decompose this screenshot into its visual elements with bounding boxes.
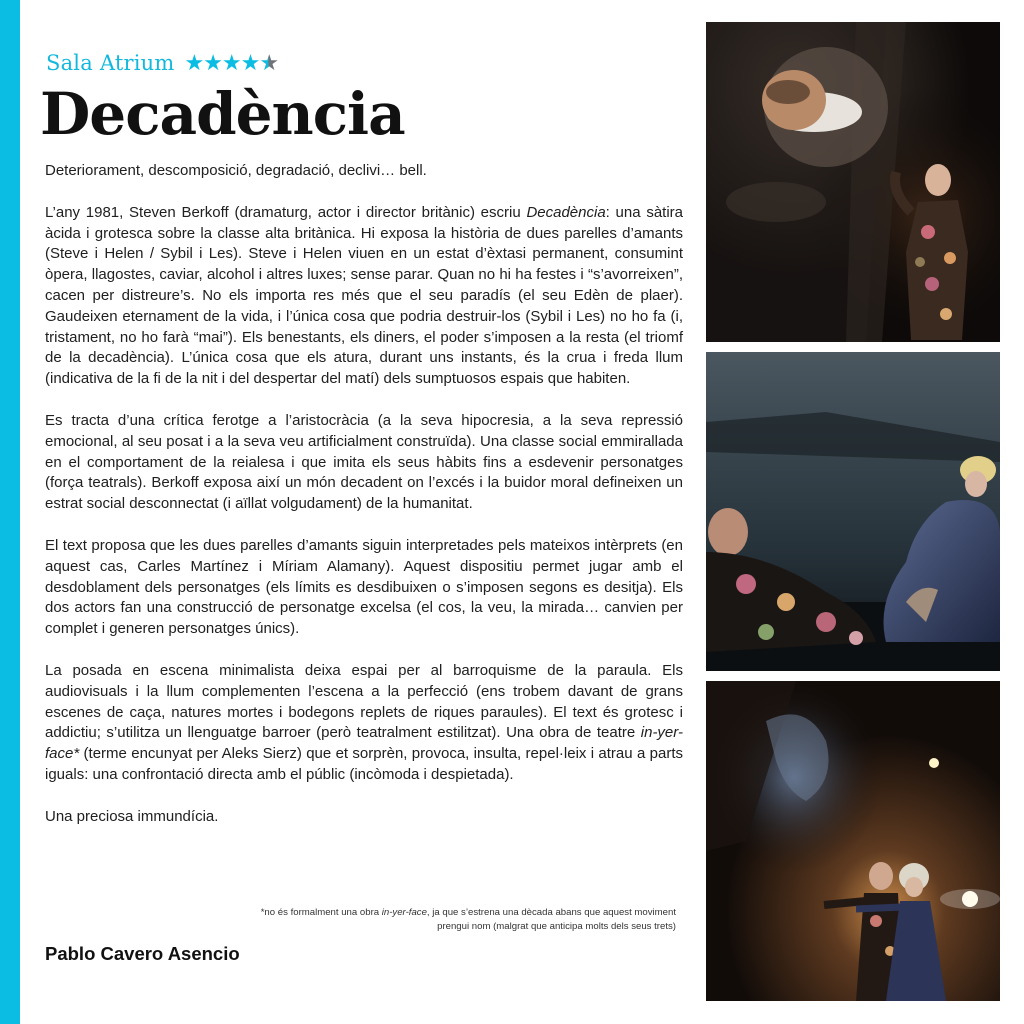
accent-bar xyxy=(0,0,20,1024)
review-paragraph xyxy=(45,661,683,786)
star-icon: ★ xyxy=(221,50,241,75)
star-icon: ★ xyxy=(184,50,204,75)
production-photo-2 xyxy=(706,352,1000,671)
text-run: : una sàtira àcida i grotesca sobre la classe alta britànica. Hi exposa la història de dues parelles d’amants (Steve i Helen / Sybil i Les). Steve i Helen viuen en un estat d’èxtasi permanent, consumint òpera, llagostes, caviar, alcohol i altres luxes; sense parar. Quan no hi ha festes i “s’avorreixen”, cacen per distreure’s. No els importa res més que el seu paradís (el seu Edèn de plaer). Gaudeixen eternament de la vida, i l’única cosa que podria destruir-los (Sybil i Les) no ho fa (i, tristament, no ho farà “mai”). Els benestants, els diners, el poder s’imposen a la resta (el triomf de la decadència). L’única cosa que els atura, durant uns instants, és la crua i freda llum (indicativa de la fi de la nit i del despertar del matí) dels sumptuosos espais que habiten. xyxy=(45,203,683,388)
review-paragraph xyxy=(45,411,683,515)
venue-rating-line xyxy=(46,49,278,77)
text-run: (terme encunyat per Aleks Sierz) que et sorprèn, provoca, insulta, repel·leix i atrau a parts iguals: una confrontació directa amb el públic (incòmoda i despietada). xyxy=(45,745,683,783)
star-icon: ★ xyxy=(240,50,260,75)
italic-run: in-yer-face xyxy=(381,907,427,918)
review-paragraph xyxy=(45,203,683,390)
author-name: Pablo Cavero Asencio xyxy=(45,943,240,964)
review-body xyxy=(45,161,683,849)
text-run: Es tracta d’una crítica ferotge a l’aristocràcia (a la seva hipocresia, a la seva repressió emocional, al seu posat i a la seva veu artificialment construïda). Una classe social emmirallada en el comportament de la reialesa i que imita els seus hàbits fins a esdevenir personatges (força teatrals). Berkoff exposa així un món decadent on l’excés i la buidor moral defineixen un estrat social desconnectat (i aïllat volgudament) de la humanitat. xyxy=(45,411,683,513)
italic-run: in-yer-face* xyxy=(45,724,683,763)
page-title: Decadència xyxy=(40,80,405,148)
star-rating xyxy=(184,52,278,74)
review-paragraph xyxy=(45,536,683,640)
production-photo-3 xyxy=(706,681,1000,1001)
text-run: Una preciosa immundícia. xyxy=(45,807,219,825)
review-paragraph xyxy=(45,161,683,182)
star-icon: ★ xyxy=(203,50,222,75)
star-icon: ★ xyxy=(259,50,279,75)
text-run: La posada en escena minimalista deixa espai per al barroquisme de la paraula. Els audiovisuals i la llum complementen l’escena a la perfecció (ens trobem davant de grans escenes de caça, natures mortes i bodegons replets de riques paraules). El text és grotesc i addictiu; s’utilitza un llenguatge barroer (però teatralment estilitzat). Una obra de teatre xyxy=(45,661,683,742)
footnote xyxy=(250,906,676,934)
review-paragraph xyxy=(45,807,683,828)
text-run: L’any 1981, Steven Berkoff (dramaturg, actor i director britànic) escriu xyxy=(45,203,527,221)
text-run: *no és formalment una obra xyxy=(260,907,382,918)
text-run: , ja que s’estrena una dècada abans que aquest moviment prengui nom (malgrat que anticipa molts dels seus trets) xyxy=(426,907,676,932)
production-photo-1 xyxy=(706,22,1000,342)
italic-run: Decadència xyxy=(526,203,606,221)
text-run: El text proposa que les dues parelles d’amants siguin interpretades pels mateixos intèrprets (en aquest cas, Carles Martínez i Míriam Alamany). Aquest dispositiu permet jugar amb el desdoblament dels personatges (els límits es desdibuixen o s’imposen segons es desitja). Els dos actors fan una construcció de personatge excelsa (el cos, la veu, la mirada… canvien per complet i generen personatges únics). xyxy=(45,536,683,638)
text-run: Deteriorament, descomposició, degradació, declivi… bell. xyxy=(45,162,427,179)
venue-name: Sala Atrium xyxy=(46,51,175,75)
